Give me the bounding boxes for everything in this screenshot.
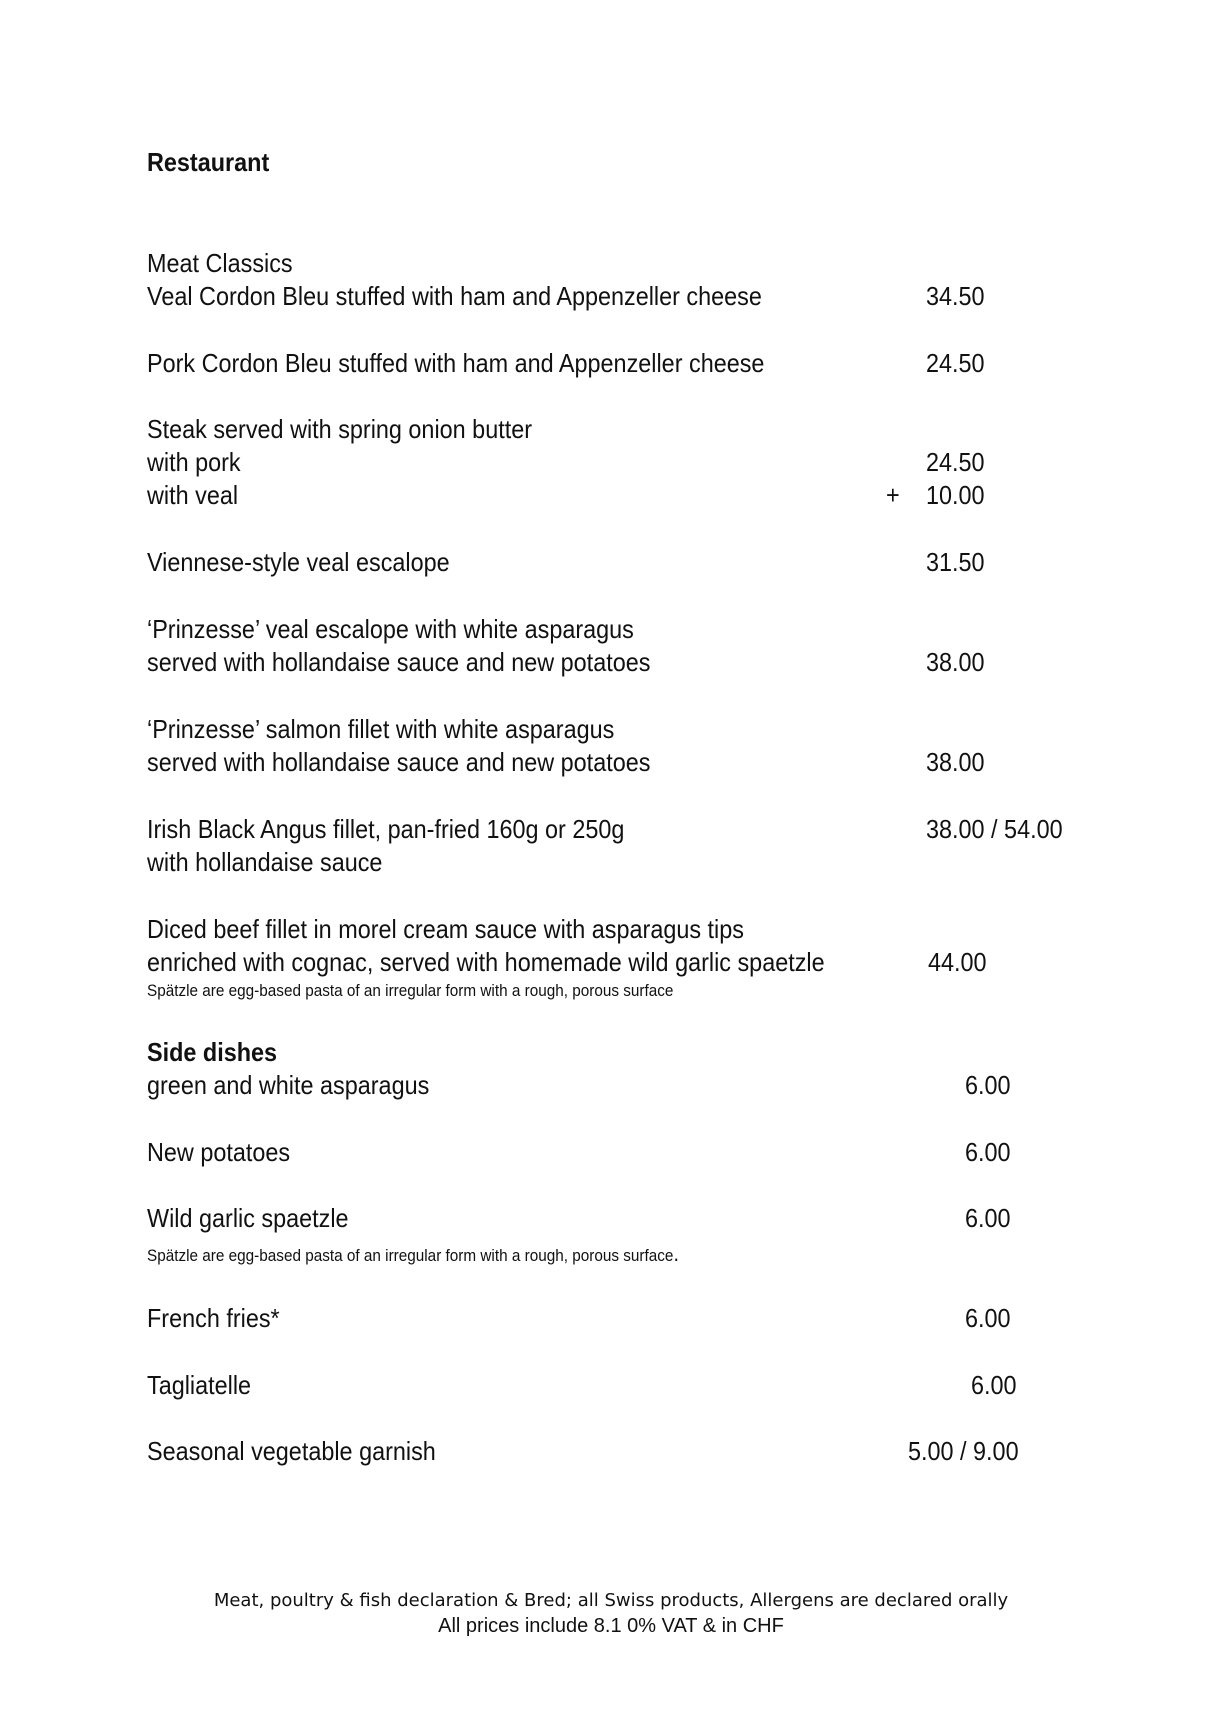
price-pork-cordon-bleu: 24.50: [926, 348, 985, 378]
footer-vat: All prices include 8.1 0% VAT & in CHF: [438, 1615, 784, 1637]
side-wild-garlic-spaetzle: Wild garlic spaetzle: [147, 1203, 349, 1233]
item-steak-pork: with pork: [147, 447, 241, 477]
item-prinzesse-salmon-line2: served with hollandaise sauce and new potatoes: [147, 747, 651, 777]
price-side-tagliatelle: 6.00: [971, 1370, 1017, 1400]
price-prinzesse-salmon: 38.00: [926, 747, 985, 777]
side-new-potatoes: New potatoes: [147, 1137, 291, 1167]
price-side-french-fries: 6.00: [965, 1303, 1011, 1333]
price-diced-beef: 44.00: [928, 947, 987, 977]
item-steak: Steak served with spring onion butter: [147, 414, 533, 444]
item-prinzesse-salmon-line1: ‘Prinzesse’ salmon fillet with white asparagus: [147, 714, 615, 744]
price-steak-pork: 24.50: [926, 447, 985, 477]
item-viennese-escalope: Viennese-style veal escalope: [147, 547, 450, 577]
price-viennese-escalope: 31.50: [926, 547, 985, 577]
item-pork-cordon-bleu: Pork Cordon Bleu stuffed with ham and Appenzeller cheese: [147, 348, 765, 378]
item-angus-line2: with hollandaise sauce: [147, 847, 383, 877]
section-heading-sides: Side dishes: [147, 1037, 278, 1067]
item-angus-line1: Irish Black Angus fillet, pan-fried 160g or 250g: [147, 814, 625, 844]
side-tagliatelle: Tagliatelle: [147, 1370, 252, 1400]
price-steak-veal: 10.00: [926, 480, 985, 510]
spaetzle-note-period: .: [673, 1241, 679, 1266]
side-french-fries: French fries*: [147, 1303, 280, 1333]
footer-declaration: Meat, poultry & fish declaration & Bred; all Swiss products, Allergens are declared orally: [213, 1590, 1009, 1611]
spaetzle-note-sides: [147, 1243, 679, 1267]
section-heading-meat: Meat Classics: [147, 248, 293, 278]
price-side-asparagus: 6.00: [965, 1070, 1011, 1100]
spaetzle-note: Spätzle are egg-based pasta of an irregular form with a rough, porous surface: [147, 981, 674, 1000]
plus-sign: +: [886, 480, 900, 510]
item-diced-beef-line2: enriched with cognac, served with homemade wild garlic spaetzle: [147, 947, 825, 977]
price-side-new-potatoes: 6.00: [965, 1137, 1011, 1167]
side-asparagus: green and white asparagus: [147, 1070, 430, 1100]
page-title: Restaurant: [147, 147, 270, 177]
price-prinzesse-veal: 38.00: [926, 647, 985, 677]
item-steak-veal: with veal: [147, 480, 239, 510]
item-prinzesse-veal-line1: ‘Prinzesse’ veal escalope with white asparagus: [147, 614, 634, 644]
item-veal-cordon-bleu: Veal Cordon Bleu stuffed with ham and Appenzeller cheese: [147, 281, 762, 311]
price-angus: 38.00 / 54.00: [926, 814, 1063, 844]
side-vegetable-garnish: Seasonal vegetable garnish: [147, 1436, 436, 1466]
price-veal-cordon-bleu: 34.50: [926, 281, 985, 311]
spaetzle-note-text: Spätzle are egg-based pasta of an irregular form with a rough, porous surface: [147, 1246, 674, 1265]
item-prinzesse-veal-line2: served with hollandaise sauce and new potatoes: [147, 647, 651, 677]
price-side-vegetable-garnish: 5.00 / 9.00: [908, 1436, 1019, 1466]
item-diced-beef-line1: Diced beef fillet in morel cream sauce with asparagus tips: [147, 914, 744, 944]
price-side-spaetzle: 6.00: [965, 1203, 1011, 1233]
